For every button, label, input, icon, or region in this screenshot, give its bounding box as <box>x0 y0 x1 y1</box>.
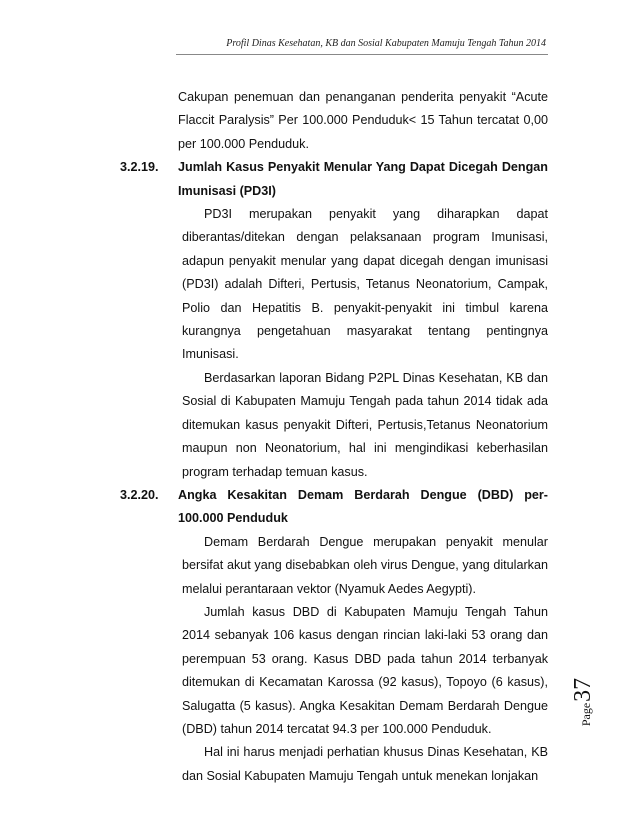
document-body <box>120 86 548 788</box>
section-3-2-19 <box>120 156 548 484</box>
page-number <box>570 677 630 727</box>
section-title: Jumlah Kasus Penyakit Menular Yang Dapat Dicegah Dengan Imunisasi (PD3I) <box>178 160 548 198</box>
intro-paragraph: Cakupan penemuan dan penanganan penderita penyakit “Acute Flaccit Paralysis” Per 100.000 Penduduk< 15 Tahun tercatat 0,00 per 100.000 Penduduk. <box>178 90 548 151</box>
section-paragraph: Demam Berdarah Dengue merupakan penyakit menular bersifat akut yang disebabkan oleh virus Dengue, yang ditularkan melalui perantaraan vektor (Nyamuk Aedes Aegypti). <box>182 534 548 596</box>
section-title: Angka Kesakitan Demam Berdarah Dengue (DBD) per-100.000 Penduduk <box>178 487 548 526</box>
page-number-value: 37 <box>570 677 596 702</box>
section-number: 3.2.20. <box>120 487 159 502</box>
section-heading <box>120 156 548 203</box>
intro-block <box>178 86 548 156</box>
section-paragraph: Hal ini harus menjadi perhatian khusus Dinas Kesehatan, KB dan Sosial Kabupaten Mamuju Tengah untuk menekan lonjakan <box>182 745 548 783</box>
section-number: 3.2.19. <box>120 160 159 175</box>
page-label: Page <box>579 702 593 727</box>
section-3-2-20 <box>120 484 548 788</box>
section-paragraph: Berdasarkan laporan Bidang P2PL Dinas Kesehatan, KB dan Sosial di Kabupaten Mamuju Tengah pada tahun 2014 tidak ada ditemukan kasus penyakit Difteri, Pertusis,Tetanus Neonatorium maupun non Neonatorium, hal ini mengindikasi keberhasilan program terhadap temuan kasus. <box>182 370 548 479</box>
section-paragraph: Jumlah kasus DBD di Kabupaten Mamuju Tengah Tahun 2014 sebanyak 106 kasus dengan rincian laki-laki 53 orang dan perempuan 53 orang. Kasus DBD pada tahun 2014 terbanyak ditemukan di Kecamatan Karossa (92 kasus), Topoyo (6 kasus), Salugatta (5 kasus). Angka Kesakitan Demam Berdarah Dengue (DBD) tahun 2014 tercatat 94.3 per 100.000 Penduduk. <box>182 604 548 736</box>
running-header: Profil Dinas Kesehatan, KB dan Sosial Kabupaten Mamuju Tengah Tahun 2014 <box>226 38 546 49</box>
section-body <box>182 531 548 788</box>
header-rule <box>176 54 548 55</box>
section-heading <box>120 484 548 531</box>
section-paragraph: PD3I merupakan penyakit yang diharapkan dapat diberantas/ditekan dengan pelaksanaan program Imunisasi, adapun penyakit menular yang dapat dicegah dengan imunisasi (PD3I) adalah Difteri, Pertusis, Tetanus Neonatorium, Campak, Polio dan Hepatitis B. penyakit-penyakit ini timbul karena kurangnya pengetahuan masyarakat tentang pentingnya Imunisasi. <box>182 207 548 362</box>
section-body <box>182 203 548 484</box>
